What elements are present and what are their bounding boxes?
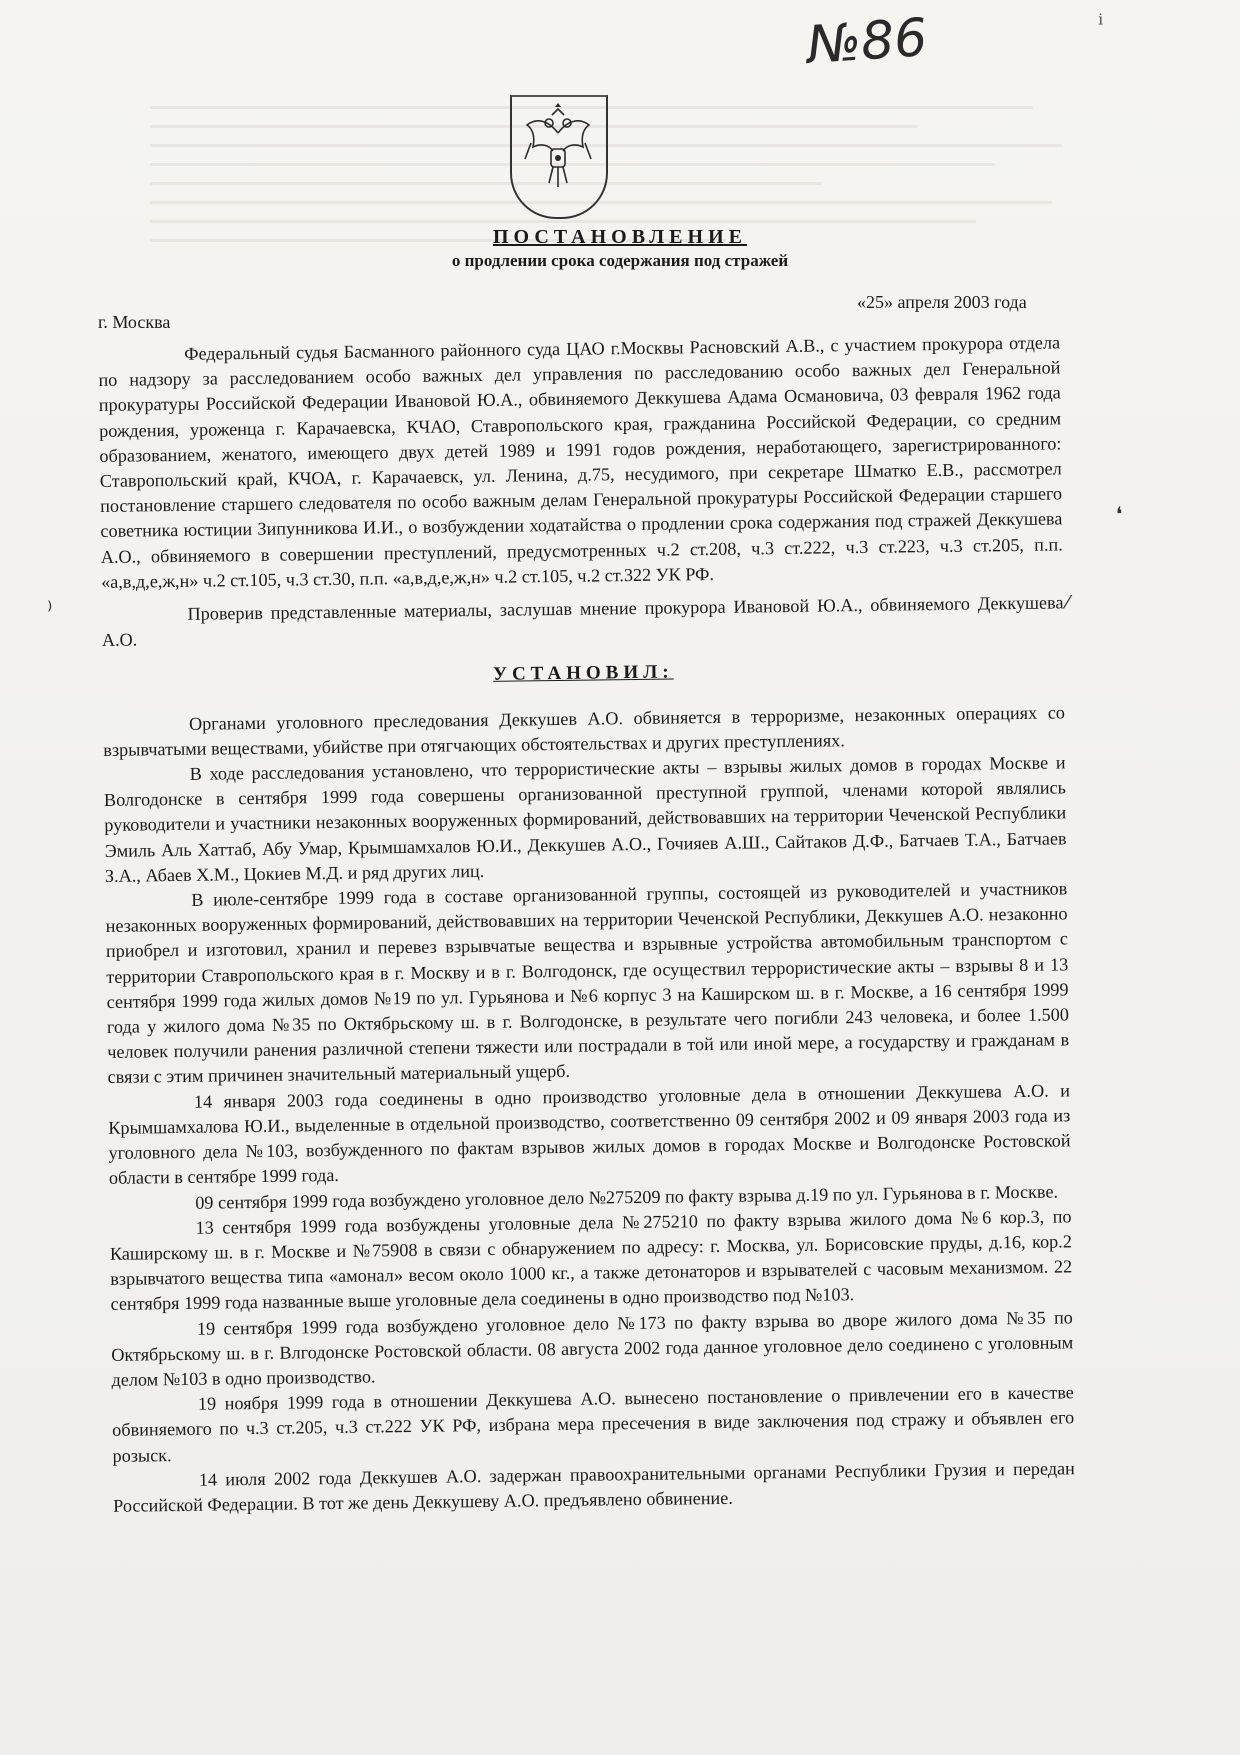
margin-mark: ⁾ bbox=[47, 598, 53, 623]
paragraph-case-275210: 13 сентября 1999 года возбуждены уголовные дела №275210 по факту взрыва жилого дома №6 кор.3, по Каширскому ш. в г. Москве и №75908 в связи с обнаружением по адресу: г. Москва, ул. Борисовские пруды, д.16, кор.2 взрывчатого вещества типа «амонал» весом около 1000 кг., а также детонаторов и взрывателей с часовым механизмом. 22 сентября 1999 года названные выше уголовные дела соединены в одно производство под №103. bbox=[109, 1206, 1073, 1315]
document-title: ПОСТАНОВЛЕНИЕ bbox=[493, 226, 747, 248]
paragraph-investigation: В ходе расследования установлено, что террористические акты – взрывы жилых домов в городах Москве и Волгодонске в сентября 1999 года совершены организованной преступной группой, членами которой являлись руководители и участники незаконных вооруженных формирований, действовавших на территории Чеченской Республики Эмиль Аль Хаттаб, Абу Умар, Крымшамхалов Ю.И., Деккушев А.О., Гочияев А.Ш., Сайтаков Д.Ф., Батчаев Т.А., Батчаев З.А., Абаев Х.М., Цокиев М.Д. и ряд других лиц. bbox=[103, 752, 1067, 886]
margin-mark: ⁄ bbox=[1066, 592, 1070, 613]
document-date: «25» апреля 2003 года bbox=[857, 292, 1027, 312]
section-heading: УСТАНОВИЛ: bbox=[492, 661, 674, 686]
document-city: г. Москва bbox=[98, 312, 171, 332]
paragraph-events: В июле-сентябре 1999 года в составе организованной группы, состоящей из руководителей и участников незаконных вооруженных формирований, действовавших на территории Чеченской Республики, Деккушев А.О. незаконно приобрел и изготовил, хранил и перевез взрывчатые вещества и взрывные устройства автомобильным транспортом с территории Ставропольского края в г. Москву и в г. Волгодонск, где осуществил террористические акты – взрывы 8 и 13 сентября 1999 года жилых домов №19 по ул. Гурьянова и №6 корпус 3 на Каширском ш. в г. Москве, а 16 сентября 1999 года у жилого дома №35 по Октябрьскому ш. в г. Волгодонске, в результате чего погибли 243 человека, и более 1.500 человек получили ранения различной степени тяжести или пострадали в той или иной мере, а государству и гражданам в связи с этим причинен значительный материальный ущерб. bbox=[105, 878, 1070, 1088]
paragraph-joinder: 14 января 2003 года соединены в одно производство уголовные дела в отношении Деккушева А.О. и Крымшамхалова Ю.И., выделенные в отдельной производство, соответственно 09 сентября 2002 и 09 января 2003 года из уголовного дела №103, возбужденного по фактам взрывов жилых домов в городах Москве и Волгодонске Ростовской области в сентябре 1999 года. bbox=[108, 1080, 1071, 1189]
document-subtitle: о продлении срока содержания под стражей bbox=[451, 251, 789, 270]
double-headed-eagle-icon bbox=[519, 103, 597, 203]
document-body bbox=[98, 330, 1075, 1519]
coat-of-arms-emblem bbox=[510, 95, 608, 219]
handwritten-number: №86 bbox=[805, 7, 930, 77]
paragraph-case-173: 19 сентября 1999 года возбуждено уголовное дело №173 по факту взрыва во дворе жилого дома №35 по Октябрьскому ш. в г. Влгодонске Ростовской области. 08 августа 2002 года данное уголовное дело соединено с уголовным делом №103 в одно производство. bbox=[111, 1306, 1074, 1390]
paragraph-review: Проверив представленные материалы, заслушав мнение прокурора Ивановой Ю.А., обвиняемого Деккушева А.О. bbox=[101, 592, 1064, 651]
paragraph-indictment: 19 ноября 1999 года в отношении Деккушева А.О. вынесено постановление о привлечении его в качестве обвиняемого по ч.3 ст.205, ч.3 ст.222 УК РФ, избрана мера пресечения в виде заключения под стражу и объявлен его розыск. bbox=[112, 1382, 1075, 1466]
corner-mark: ⁱ bbox=[1098, 10, 1104, 39]
paragraph-charges: Органами уголовного преследования Деккушев А.О. обвиняется в терроризме, незаконных операциях со взрывчатыми веществами, убийстве при отягчающих обстоятельствах и других преступлениях. bbox=[103, 702, 1066, 760]
margin-mark: ❛ bbox=[1116, 502, 1123, 526]
paragraph-detention: 14 июля 2002 года Деккушев А.О. задержан правоохранительными органами Республики Грузия и передан Российской Федерации. В тот же день Деккушеву А.О. предъявлено обвинение. bbox=[113, 1458, 1075, 1516]
paragraph-case-275209: 09 сентября 1999 года возбуждено уголовное дело №275209 по факту взрыва д.19 по ул. Гурьянова в г. Москве. bbox=[195, 1181, 1059, 1213]
paragraph-preamble: Федеральный судья Басманного районного суда ЦАО г.Москвы Расновский А.В., с участием прокурора отдела по надзору за расследованием особо важных дел управления по расследованию особо важных дел Генеральной прокуратуры Российской Федерации Ивановой Ю.А., обвиняемого Деккушева Адама Османовича, 03 февраля 1962 года рождения, уроженца г. Карачаевска, КЧАО, Ставропольского края, гражданина Российской Федерации, со средним образованием, женатого, имеющего двух детей 1989 и 1991 годов рождения, неработающего, зарегистрированного: Ставропольский край, КЧОА, г. Карачаевск, ул. Ленина, д.75, несудимого, при секретаре Шматко Е.В., рассмотрел постановление старшего следователя по особо важным делам Генеральной прокуратуры Российской Федерации старшего советника юстиции Зипунникова И.И., о возбуждении ходатайства о продлении срока содержания под стражей Деккушева А.О., обвиняемого в совершении преступлений, предусмотренных ч.2 ст.208, ч.3 ст.222, ч.3 ст.223, ч.3 ст.205, п.п. «а,в,д,е,ж,н» ч.2 ст.105, ч.3 ст.30, п.п. «а,в,д,е,ж,н» ч.2 ст.105, ч.2 ст.322 УК РФ. bbox=[98, 332, 1063, 592]
